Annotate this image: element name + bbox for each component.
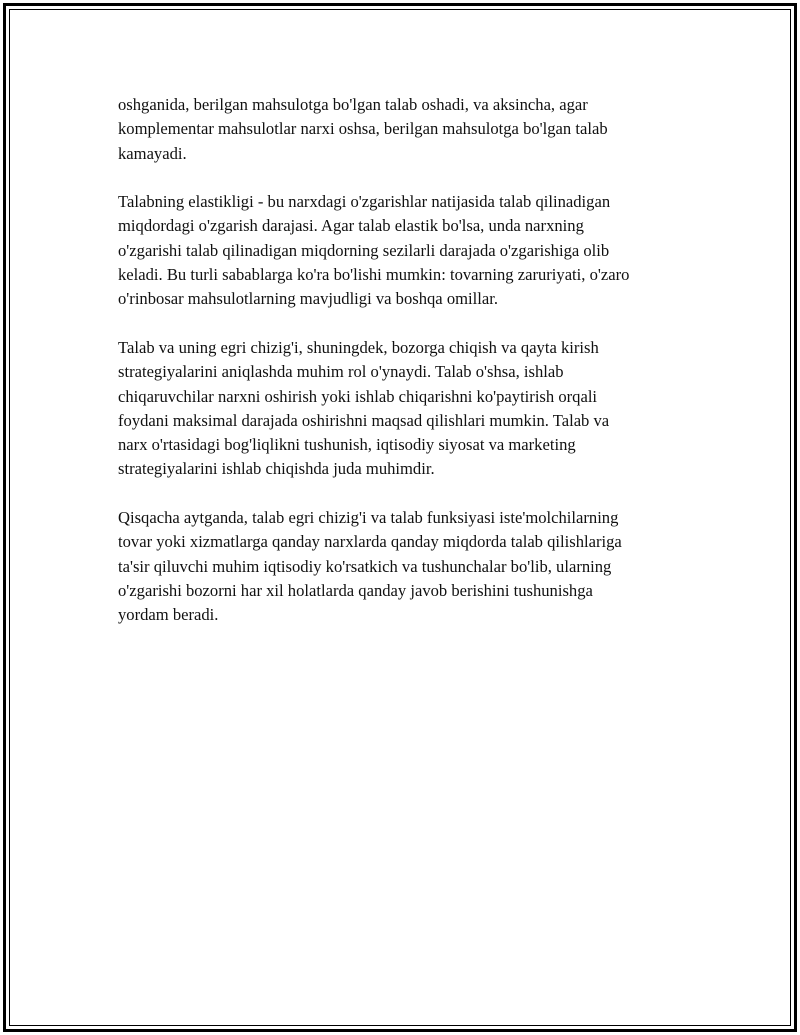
text-line: oshganida, berilgan mahsulotga bo'lgan talab oshadi, va aksincha, agar <box>118 95 588 114</box>
text-line: o'rinbosar mahsulotlarning mavjudligi va boshqa omillar. <box>118 289 498 309</box>
text-line: chiqaruvchilar narxni oshirish yoki ishlab chiqarishni ko'paytirish orqali <box>118 386 598 406</box>
text-line: strategiyalarini ishlab chiqishda juda muhimdir. <box>118 459 435 479</box>
paragraph-2 <box>118 190 698 311</box>
paragraph-3 <box>118 336 698 482</box>
text-line: Qisqacha aytganda, talab egri chizig'i va talab funksiyasi iste'molchilarning <box>118 508 619 528</box>
text-line: strategiyalarini aniqlashda muhim rol o'ynaydi. Talab o'shsa, ishlab <box>118 362 564 382</box>
text-line: ta'sir qiluvchi muhim iqtisodiy ko'rsatkich va tushunchalar bo'lib, ularning <box>118 556 612 576</box>
text-line: Talabning elastikligi - bu narxdagi o'zgarishlar natijasida talab qilinadigan <box>118 192 611 212</box>
text-line: miqdordagi o'zgarish darajasi. Agar talab elastik bo'lsa, unda narxning <box>118 216 584 236</box>
text-line: o'zgarishi bozorni har xil holatlarda qanday javob berishini tushunishga <box>118 580 593 600</box>
text-line: tovar yoki xizmatlarga qanday narxlarda qanday miqdorda talab qilishlariga <box>118 532 622 552</box>
text-line: keladi. Bu turli sabablarga ko'ra bo'lishi mumkin: tovarning zaruriyati, o'zaro <box>118 265 630 285</box>
text-line: komplementar mahsulotlar narxi oshsa, berilgan mahsulotga bo'lgan talab <box>118 119 608 139</box>
text-line: kamayadi. <box>118 143 187 163</box>
document-body <box>118 93 698 652</box>
text-line: o'zgarishi talab qilinadigan miqdorning sezilarli darajada o'zgarishiga olib <box>118 240 610 260</box>
text-line: narx o'rtasidagi bog'liqlikni tushunish, iqtisodiy siyosat va marketing <box>118 435 576 455</box>
text-line: yordam beradi. <box>118 605 219 625</box>
text-line: foydani maksimal darajada oshirishni maqsad qilishlari mumkin. Talab va <box>118 410 610 430</box>
paragraph-4 <box>118 506 698 627</box>
paragraph-1 <box>118 93 698 166</box>
text-line: Talab va uning egri chizig'i, shuningdek, bozorga chiqish va qayta kirish <box>118 337 599 357</box>
